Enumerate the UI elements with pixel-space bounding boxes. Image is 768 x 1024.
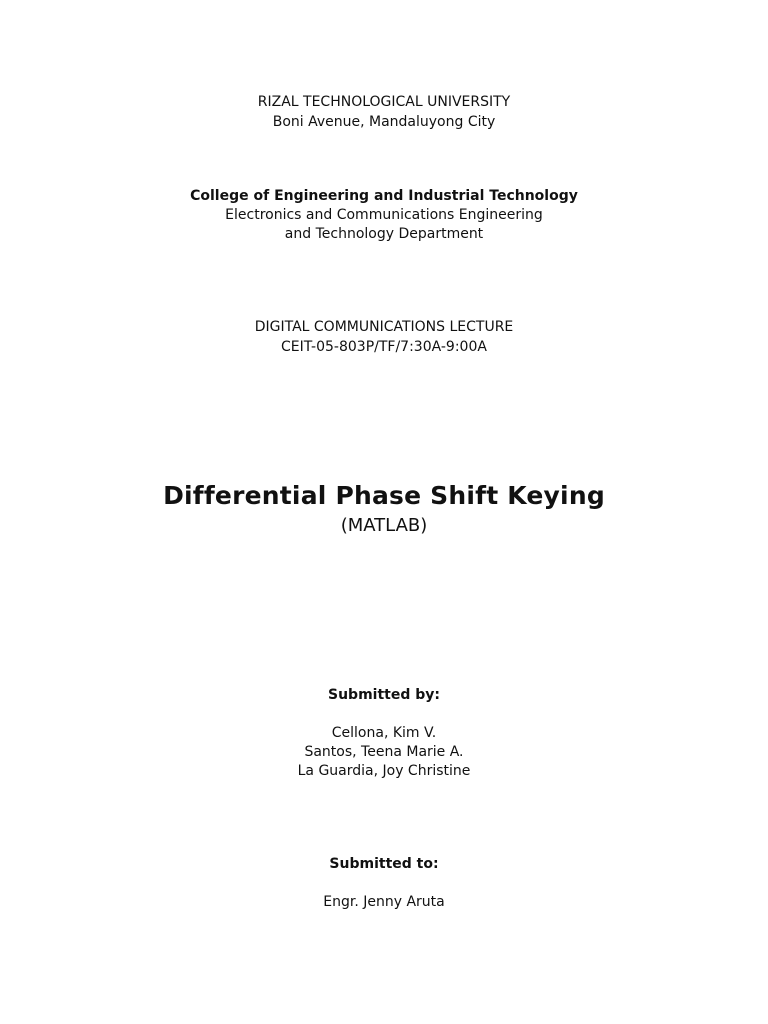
submitter-name: Santos, Teena Marie A.	[304, 744, 464, 760]
course-name: DIGITAL COMMUNICATIONS LECTURE	[254, 319, 514, 335]
submitter-name: La Guardia, Joy Christine	[297, 763, 471, 779]
recipient-name: Engr. Jenny Aruta	[323, 894, 445, 910]
submitted-to-heading: Submitted to:	[329, 856, 439, 872]
department-line-1: Electronics and Communications Engineering	[225, 207, 543, 223]
submitted-by-heading: Submitted by:	[328, 687, 440, 703]
university-address: Boni Avenue, Mandaluyong City	[272, 114, 496, 130]
department-line-2: and Technology Department	[284, 226, 484, 242]
course-schedule: CEIT-05-803P/TF/7:30A-9:00A	[281, 339, 487, 355]
university-name: RIZAL TECHNOLOGICAL UNIVERSITY	[257, 94, 511, 110]
submitter-name: Cellona, Kim V.	[331, 725, 437, 741]
report-subtitle: (MATLAB)	[340, 515, 428, 536]
report-title: Differential Phase Shift Keying	[163, 481, 605, 510]
college-name: College of Engineering and Industrial Technology	[190, 188, 578, 204]
